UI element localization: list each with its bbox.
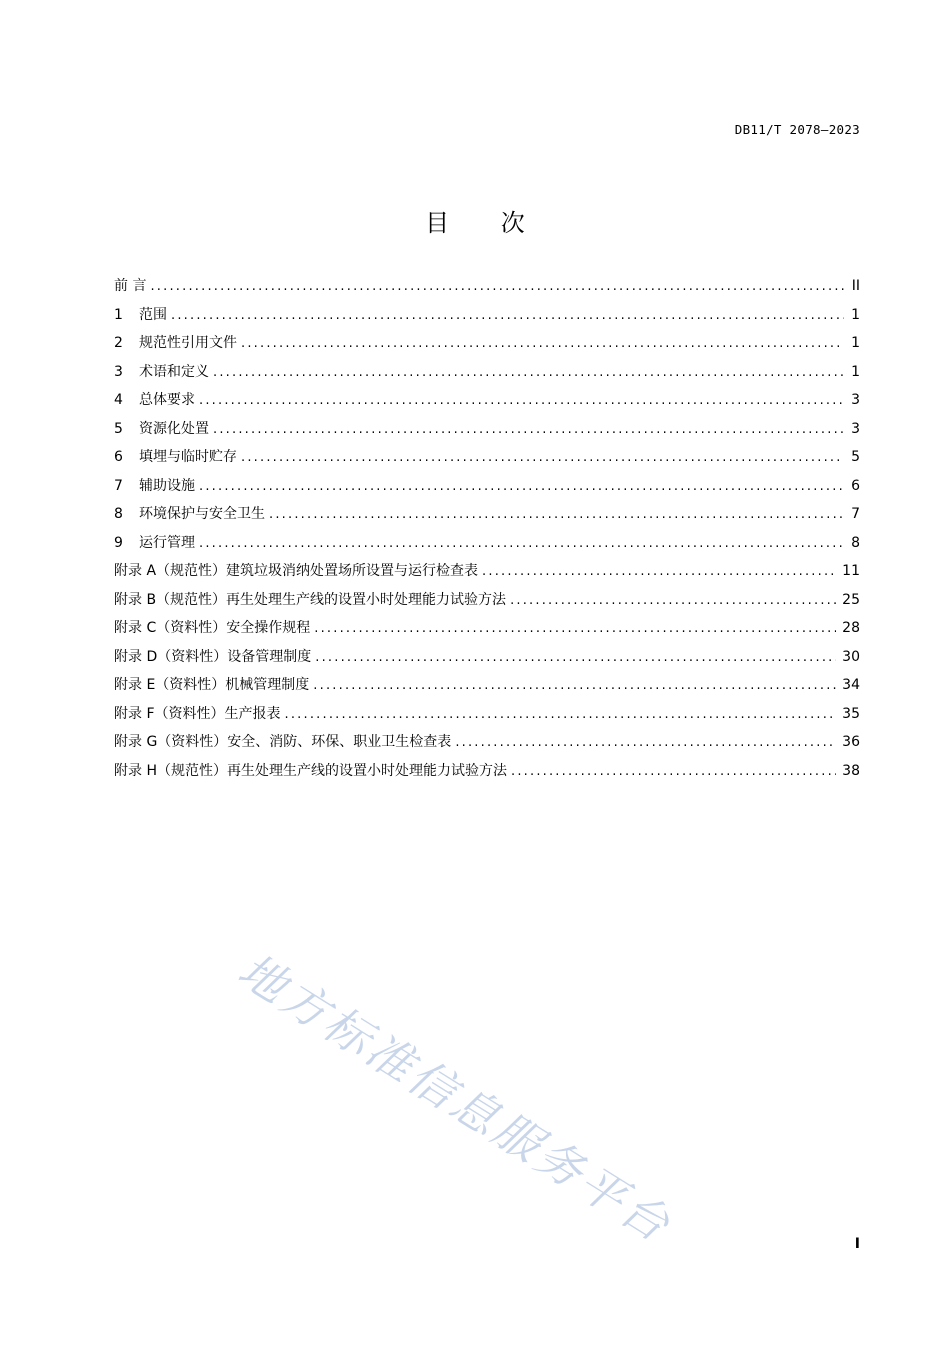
toc-entry-page: 3 [851,420,860,437]
toc-entry-page: 6 [851,477,860,494]
toc-entry-label: 附录 E（资料性）机械管理制度 [114,677,310,693]
toc-entry-page: 1 [851,363,860,380]
toc-entry-page: 8 [851,534,860,551]
toc-entry-page: 34 [842,677,860,693]
toc-leader-dots [482,564,836,579]
toc-entry-label: 填埋与临时贮存 [139,449,237,465]
toc-entry-page: 11 [842,563,860,579]
toc-entry-number: 9 [114,534,123,551]
toc-leader-dots [269,507,844,522]
toc-leader-dots [199,536,844,551]
toc-entry-page: 7 [851,506,860,522]
toc-entry-appendix-c[interactable] [114,617,860,646]
toc-leader-dots [241,450,844,465]
toc-entry-label: 辅助设施 [139,477,195,494]
toc-entry-7[interactable] [114,475,860,504]
toc-entry-appendix-b[interactable] [114,589,860,618]
toc-entry-number: 1 [114,306,123,323]
toc-entry-label: 前 言 [114,278,147,294]
page-number: I [854,1236,860,1252]
toc-entry-appendix-f[interactable] [114,703,860,732]
toc-leader-dots [241,336,844,351]
toc-leader-dots [213,365,844,380]
toc-entry-label: 规范性引用文件 [139,335,237,351]
toc-leader-dots [511,764,836,779]
toc-leader-dots [313,678,836,693]
toc-entry-page: 38 [842,762,860,779]
toc-leader-dots [171,308,844,323]
toc-entry-appendix-h[interactable] [114,760,860,789]
toc-entry-3[interactable] [114,361,860,390]
toc-leader-dots [510,593,836,608]
toc-leader-dots [315,650,836,665]
toc-entry-9[interactable] [114,532,860,561]
toc-leader-dots [199,479,844,494]
toc-entry-5[interactable] [114,418,860,447]
toc-entry-foreword[interactable] [114,275,860,304]
document-code: DB11/T 2078—2023 [734,122,860,137]
toc-entry-appendix-e[interactable] [114,674,860,703]
toc-entry-label: 附录 A（规范性）建筑垃圾消纳处置场所设置与运行检查表 [114,563,479,579]
toc-entry-4[interactable] [114,389,860,418]
toc-entry-label: 附录 H（规范性）再生处理生产线的设置小时处理能力试验方法 [114,762,507,779]
toc-entry-label: 范围 [139,306,167,323]
watermark: 地方标准信息服务平台 [229,942,682,1254]
toc-entry-8[interactable] [114,503,860,532]
toc-entry-label: 总体要求 [139,392,195,408]
toc-entry-page: II [851,278,860,294]
toc-entry-number: 2 [114,335,123,351]
toc-entry-number: 7 [114,477,123,494]
toc-leader-dots [285,707,837,722]
toc-entry-page: 3 [851,392,860,408]
toc-entry-label: 术语和定义 [139,363,209,380]
table-of-contents [114,275,860,788]
toc-leader-dots [213,422,844,437]
toc-entry-page: 5 [851,449,860,465]
toc-entry-label: 环境保护与安全卫生 [139,506,265,522]
toc-entry-1[interactable] [114,304,860,333]
toc-entry-6[interactable] [114,446,860,475]
toc-entry-appendix-g[interactable] [114,731,860,760]
toc-entry-label: 附录 F（资料性）生产报表 [114,705,281,722]
toc-entry-appendix-a[interactable] [114,560,860,589]
toc-entry-label: 附录 G（资料性）安全、消防、环保、职业卫生检查表 [114,734,452,750]
toc-entry-page: 28 [842,620,860,636]
toc-entry-label: 资源化处置 [139,420,209,437]
toc-entry-label: 附录 D（资料性）设备管理制度 [114,648,312,665]
toc-entry-2[interactable] [114,332,860,361]
toc-leader-dots [314,621,836,636]
toc-entry-page: 1 [851,335,860,351]
toc-entry-number: 3 [114,363,123,380]
toc-entry-page: 25 [842,591,860,608]
toc-entry-label: 运行管理 [139,534,195,551]
toc-entry-number: 4 [114,392,123,408]
toc-entry-label: 附录 B（规范性）再生处理生产线的设置小时处理能力试验方法 [114,591,507,608]
toc-entry-number: 8 [114,506,123,522]
toc-entry-appendix-d[interactable] [114,646,860,675]
toc-entry-number: 5 [114,420,123,437]
toc-leader-dots [199,393,844,408]
toc-entry-page: 1 [851,306,860,323]
toc-entry-page: 35 [842,705,860,722]
toc-entry-page: 30 [842,648,860,665]
toc-entry-page: 36 [842,734,860,750]
toc-entry-label: 附录 C（资料性）安全操作规程 [114,620,311,636]
toc-entry-number: 6 [114,449,123,465]
toc-leader-dots [455,735,836,750]
toc-leader-dots [150,279,844,294]
page-title: 目 次 [425,209,547,237]
